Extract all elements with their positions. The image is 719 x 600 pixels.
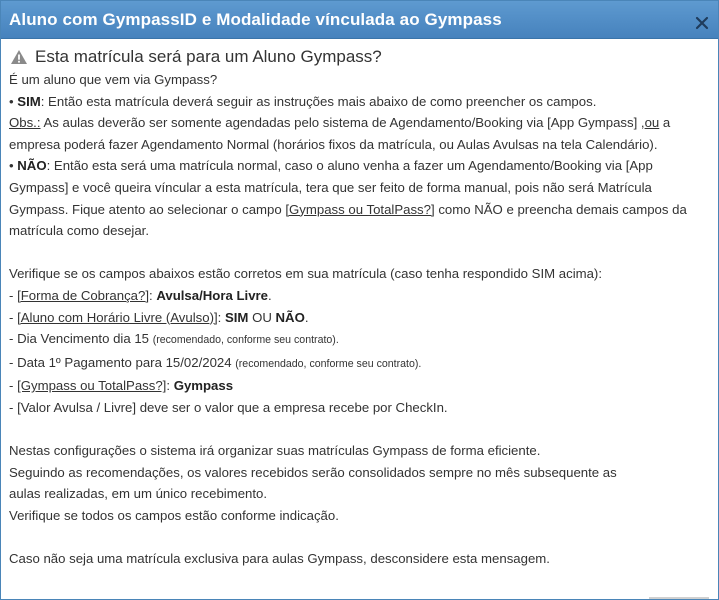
dialog-content — [1, 39, 718, 570]
closing-line-5: Caso não seja uma matrícula exclusiva para aulas Gympass, desconsidere esta mensagem. — [9, 551, 550, 567]
verify-item-vencimento: - Dia Vencimento dia 15 (recomendado, conforme seu contrato). — [9, 331, 339, 347]
verify-item-valor: - [Valor Avulsa / Livre] deve ser o valor que a empresa recebe por CheckIn. — [9, 399, 448, 415]
closing-line-4: Verifique se todos os campos estão conforme indicação. — [9, 507, 339, 523]
close-button[interactable] — [692, 13, 712, 33]
sim-label: SIM — [17, 93, 41, 109]
footer-divider — [649, 597, 709, 599]
horario-livre-link[interactable]: [Aluno com Horário Livre (Avulso)] — [17, 309, 218, 325]
verify-item-forma: - [Forma de Cobrança?]: Avulsa/Hora Livre. — [9, 287, 272, 303]
forma-cobranca-link[interactable]: [Forma de Cobrança?] — [17, 287, 150, 303]
intro-text: É um aluno que vem via Gympass? — [9, 72, 218, 87]
dialog-heading — [9, 45, 710, 69]
sim-paragraph: • SIM: Então esta matrícula deverá seguir as instruções mais abaixo de como preencher os campos. — [9, 93, 597, 109]
obs-label: Obs.: — [9, 115, 41, 131]
closing-line-2: Seguindo as recomendações, os valores recebidos serão consolidados sempre no mês subsequente as — [9, 464, 617, 480]
nao-label: NÃO — [17, 158, 47, 174]
ou-text: ou — [644, 115, 660, 131]
warning-icon — [10, 49, 28, 65]
nao-paragraph: • NÃO: Então esta será uma matrícula normal, caso o aluno venha a fazer um Agendamento/Booking via [App Gympass] e você queira víncular a esta matrícula, tera que ser feito de forma manual, pois não será Matrícula Gympass. Fique atento ao selecionar o campo [Gympass ou TotalPass?] como NÃO e preencha demais campos da matrícula como desejar. — [9, 158, 687, 239]
obs-paragraph: Obs.: As aulas deverão ser somente agendadas pelo sistema de Agendamento/Booking via [App Gympass] ,ou a empresa poderá fazer Agendamento Normal (horários fixos da matrícula, ou Aulas Avulsas na tela Calendário). — [9, 115, 671, 152]
close-icon — [695, 16, 709, 30]
dialog-title: Aluno com GympassID e Modalidade vínculada ao Gympass — [9, 9, 502, 29]
verify-item-horario: - [Aluno com Horário Livre (Avulso)]: SIM OU NÃO. — [9, 309, 309, 325]
gympass-field-link[interactable]: [Gympass ou TotalPass?] — [17, 378, 167, 394]
closing-line-3: aulas realizadas, em um único recebimento. — [9, 486, 268, 502]
verify-intro: Verifique se os campos abaixos estão corretos em sua matrícula (caso tenha respondido SIM acima): — [9, 266, 602, 282]
dialog-titlebar — [1, 1, 718, 39]
closing-line-1: Nestas configurações o sistema irá organizar suas matrículas Gympass de forma eficiente. — [9, 443, 541, 459]
gympass-totalpass-link[interactable]: [Gympass ou TotalPass?] — [285, 201, 435, 217]
verify-item-gympass: - [Gympass ou TotalPass?]: Gympass — [9, 378, 234, 394]
verify-item-pagamento: - Data 1º Pagamento para 15/02/2024 (recomendado, conforme seu contrato). — [9, 354, 422, 370]
heading-text: Esta matrícula será para um Aluno Gympass? — [35, 47, 382, 66]
